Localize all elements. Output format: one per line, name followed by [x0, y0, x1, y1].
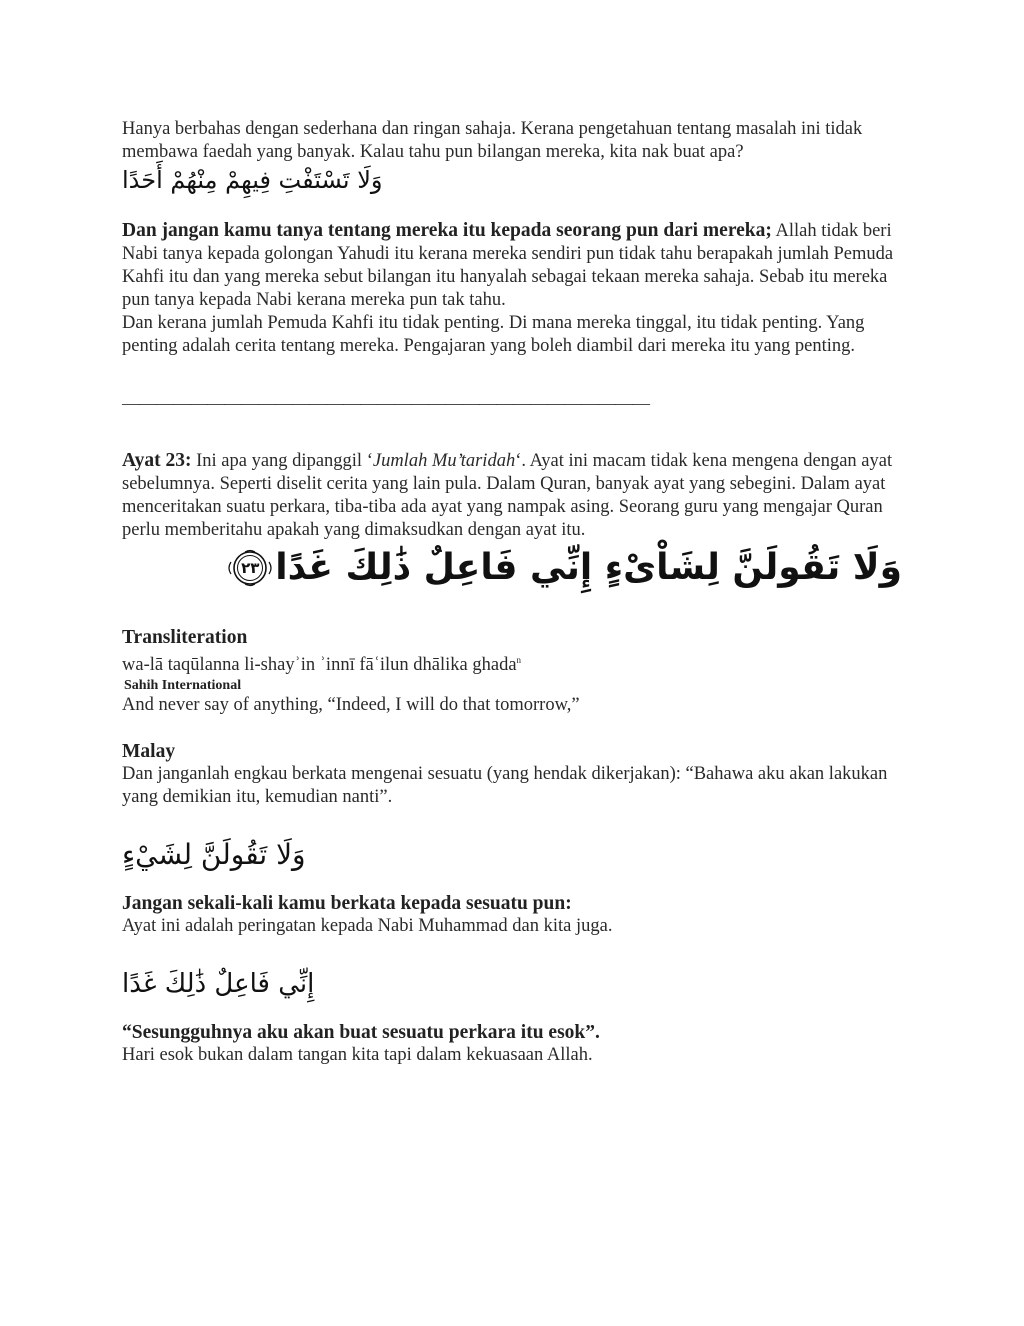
spacer	[122, 878, 902, 892]
verse-row	[122, 544, 902, 592]
spacer	[122, 358, 902, 392]
malay-heading: Malay	[122, 741, 176, 763]
transliteration-body: wa-lā taqūlanna li-shayʾin ʾinnī fāʿilun dhālika ghada	[122, 655, 517, 676]
ayat23-label: Ayat 23:	[122, 450, 192, 471]
intro-paragraph: Hanya berbahas dengan sederhana dan ringan sahaja. Kerana pengetahuan tentang masalah ini tidak membawa faedah yang banyak. Kalau tahu pun bilangan mereka, kita nak buat apa?	[122, 119, 863, 162]
divider-line: ———————————————————————————————	[122, 393, 649, 413]
section1-body: Allah tidak beri Nabi tanya kepada golongan Yahudi itu kerana mereka sendiri pun tidak tahu berapakah jumlah Pemuda Kahfi itu dan yang mereka sebut bilangan itu hanyalah sebagai tekaan mereka sahaja. Sebab itu mereka pun tanya kepada Nabi kerana mereka pun tak tahu.	[122, 221, 894, 310]
verse-end-ornament-icon	[225, 549, 275, 587]
part1-text: Ayat ini adalah peringatan kepada Nabi Muhammad dan kita juga.	[122, 916, 613, 937]
section1-bold-lead: Dan jangan kamu tanya tentang mereka itu kepada seorang pun dari mereka;	[122, 220, 772, 241]
section1-paragraph	[122, 219, 902, 312]
part1-arabic-text: وَلَا تَقُولَنَّ لِشَيْءٍ	[122, 838, 306, 872]
part2-arabic-row	[122, 961, 902, 1007]
spacer	[122, 938, 902, 961]
part2-bold: “Sesungguhnya aku akan buat sesuatu perkara itu esok”.	[122, 1022, 600, 1044]
spacer	[122, 717, 902, 740]
part2-text: Hari esok bukan dalam tangan kita tapi dalam kekuasaan Allah.	[122, 1045, 593, 1066]
spacer	[122, 196, 902, 219]
intro-arabic-row	[122, 164, 902, 196]
sahih-heading: Sahih International	[124, 678, 242, 694]
ayat23-text-after: ‘. Ayat ini macam tidak kena mengena dengan ayat sebelumnya. Seperti diselit cerita yang lain pula. Dalam Quran, banyak ayat yang sebegini. Dalam ayat menceritakan suatu perkara, tiba-tiba ada ayat yang nampak asing. Seorang guru yang mengajar Quran perlu memberitahu apakah yang dimaksudkan dengan ayat itu.	[122, 451, 893, 540]
ayat23-paragraph	[122, 449, 902, 542]
verse-arabic-text: وَلَا تَقُولَنَّ لِشَاْىْءٍ إِنِّي فَاعِلٌ ذَٰلِكَ غَدًا	[275, 547, 902, 588]
section1-paragraph-2: Dan kerana jumlah Pemuda Kahfi itu tidak penting. Di mana mereka tinggal, itu tidak penting. Yang penting adalah cerita tentang mereka. Pengajaran yang boleh diambil dari mereka itu yang penting.	[122, 313, 865, 356]
document-page	[122, 118, 902, 1067]
part1-bold: Jangan sekali-kali kamu berkata kepada sesuatu pun:	[122, 893, 572, 915]
part2-arabic-text: إِنِّي فَاعِلٌ ذَٰلِكَ غَدًا	[122, 969, 315, 1000]
intro-arabic-text: وَلَا تَسْتَفْتِ فِيهِمْ مِنْهُمْ أَحَدًا	[122, 166, 383, 194]
malay-text: Dan janganlah engkau berkata mengenai sesuatu (yang hendak dikerjakan): “Bahawa aku akan lakukan yang demikian itu, kemudian nanti”.	[122, 764, 888, 808]
spacer	[122, 1007, 902, 1021]
spacer	[122, 809, 902, 832]
ayat23-text-before: Ini apa yang dipanggil ‘	[191, 451, 373, 471]
verse-number: ٢٣	[241, 559, 260, 577]
spacer	[122, 415, 902, 449]
spacer	[122, 592, 902, 626]
transliteration-heading: Transliteration	[122, 627, 248, 648]
ayat23-italic-term: Jumlah Mu’taridah	[372, 451, 516, 471]
part1-arabic-row	[122, 832, 902, 878]
sahih-text: And never say of anything, “Indeed, I will do that tomorrow,”	[122, 695, 580, 716]
transliteration-text	[122, 649, 902, 677]
transliteration-superscript: n	[516, 655, 522, 665]
